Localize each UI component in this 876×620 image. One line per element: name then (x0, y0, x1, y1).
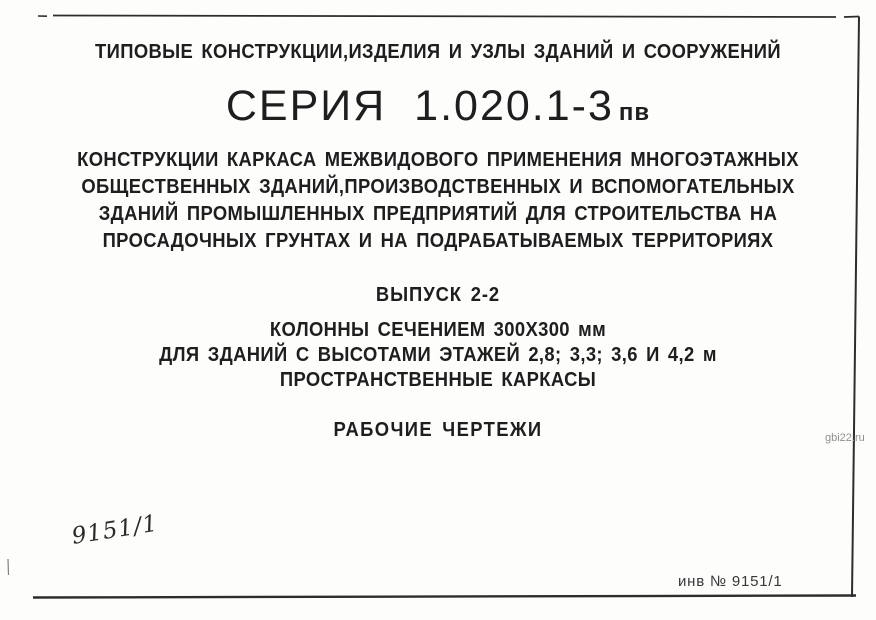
issue-number: ВЫПУСК 2-2 (375, 284, 501, 306)
bottom-border-line (33, 596, 856, 598)
document-type: РАБОЧИЕ ЧЕРТЕЖИ (333, 419, 543, 441)
series-title-main: СЕРИЯ 1.020.1-3 (225, 82, 614, 130)
description-line: ЗДАНИЙ ПРОМЫШЛЕННЫХ ПРЕДПРИЯТИЙ ДЛЯ СТРОИТЕЛЬСТВА НА (98, 203, 778, 225)
left-edge-mark (8, 559, 9, 575)
document-header: ТИПОВЫЕ КОНСТРУКЦИИ,ИЗДЕЛИЯ И УЗЛЫ ЗДАНИЙ И СООРУЖЕНИЙ (95, 41, 781, 63)
subject-line: ДЛЯ ЗДАНИЙ С ВЫСОТАМИ ЭТАЖЕЙ 2,8; 3,3; 3,6 И 4,2 м (159, 344, 717, 366)
subject-block (12, 318, 864, 393)
top-border-right-segment (844, 17, 859, 18)
series-title-suffix: пв (618, 99, 651, 126)
subject-line: КОЛОННЫ СЕЧЕНИЕМ 300Х300 мм (269, 319, 607, 341)
description-line: ОБЩЕСТВЕННЫХ ЗДАНИЙ,ПРОИЗВОДСТВЕННЫХ И ВСПОМОГАТЕЛЬНЫХ (81, 176, 795, 198)
description-block (12, 147, 864, 255)
site-watermark: gbi22.ru (825, 432, 865, 444)
description-line: КОНСТРУКЦИИ КАРКАСА МЕЖВИДОВОГО ПРИМЕНЕНИЯ МНОГОЭТАЖНЫХ (77, 149, 799, 171)
series-title (12, 84, 864, 135)
inventory-number-label: инв № 9151/1 (678, 573, 783, 590)
top-border-line (53, 16, 836, 18)
handwritten-inventory-number: 9151/1 (69, 510, 160, 550)
subject-line: ПРОСТРАНСТВЕННЫЕ КАРКАСЫ (279, 369, 597, 391)
description-line: ПРОСАДОЧНЫХ ГРУНТАХ И НА ПОДРАБАТЫВАЕМЫХ ТЕРРИТОРИЯХ (102, 230, 774, 252)
